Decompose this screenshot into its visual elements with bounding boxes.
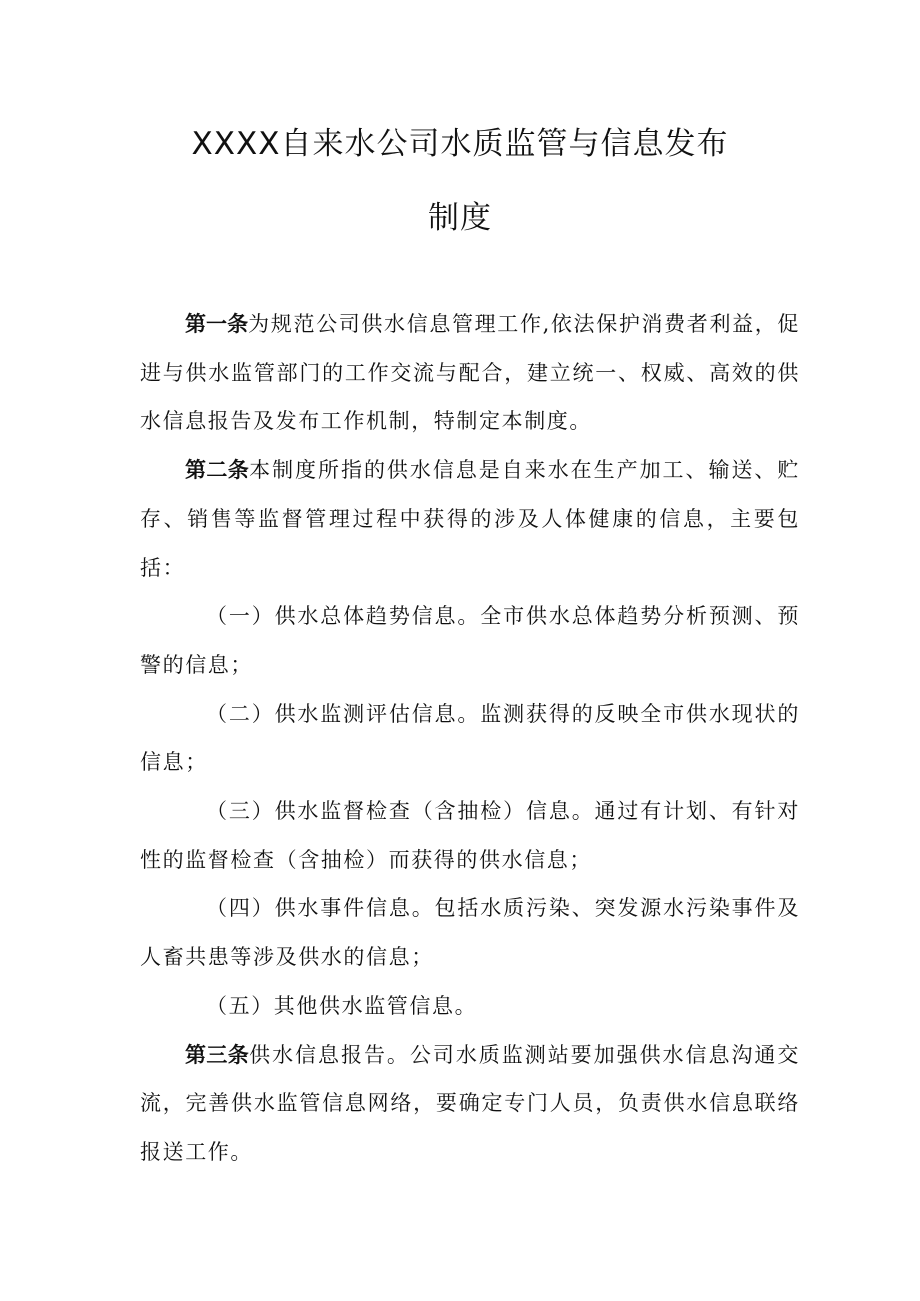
list-item: （五）其他供水监管信息。	[206, 993, 478, 1018]
list-item: （一）供水总体趋势信息。全市供水总体趋势分析预测、预警的信息；	[140, 604, 800, 677]
article-2-lead: 第二条	[185, 458, 250, 483]
article-3-text: 供水信息报告。公司水质监测站要加强供水信息沟通交流，完善供水监管信息网络，要确定专门人员，负责供水信息联络报送工作。	[140, 1042, 800, 1164]
article-1-lead: 第一条	[185, 312, 249, 336]
article-2-text: 本制度所指的供水信息是自来水在生产加工、输送、贮存、销售等监督管理过程中获得的涉及人体健康的信息，主要包括：	[140, 458, 800, 580]
document-title-line-1: XXXX自来水公司水质监管与信息发布	[191, 126, 729, 162]
document-title-line-2: 制度	[428, 200, 492, 236]
list-item: （三）供水监督检查（含抽检）信息。通过有计划、有针对性的监督检查（含抽检）而获得的供水信息；	[140, 799, 800, 872]
article-1	[140, 300, 800, 446]
article-3-lead: 第三条	[185, 1042, 250, 1067]
document-body	[140, 300, 800, 1177]
article-3	[140, 1031, 800, 1177]
article-1-text: 为规范公司供水信息管理工作,依法保护消费者利益，促进与供水监管部门的工作交流与配合，建立统一、权威、高效的供水信息报告及发布工作机制，特制定本制度。	[140, 312, 800, 434]
list-item: （二）供水监测评估信息。监测获得的反映全市供水现状的信息；	[140, 701, 800, 775]
list-item: （四）供水事件信息。包括水质污染、突发源水污染事件及人畜共患等涉及供水的信息；	[140, 896, 800, 970]
article-2	[140, 446, 800, 592]
